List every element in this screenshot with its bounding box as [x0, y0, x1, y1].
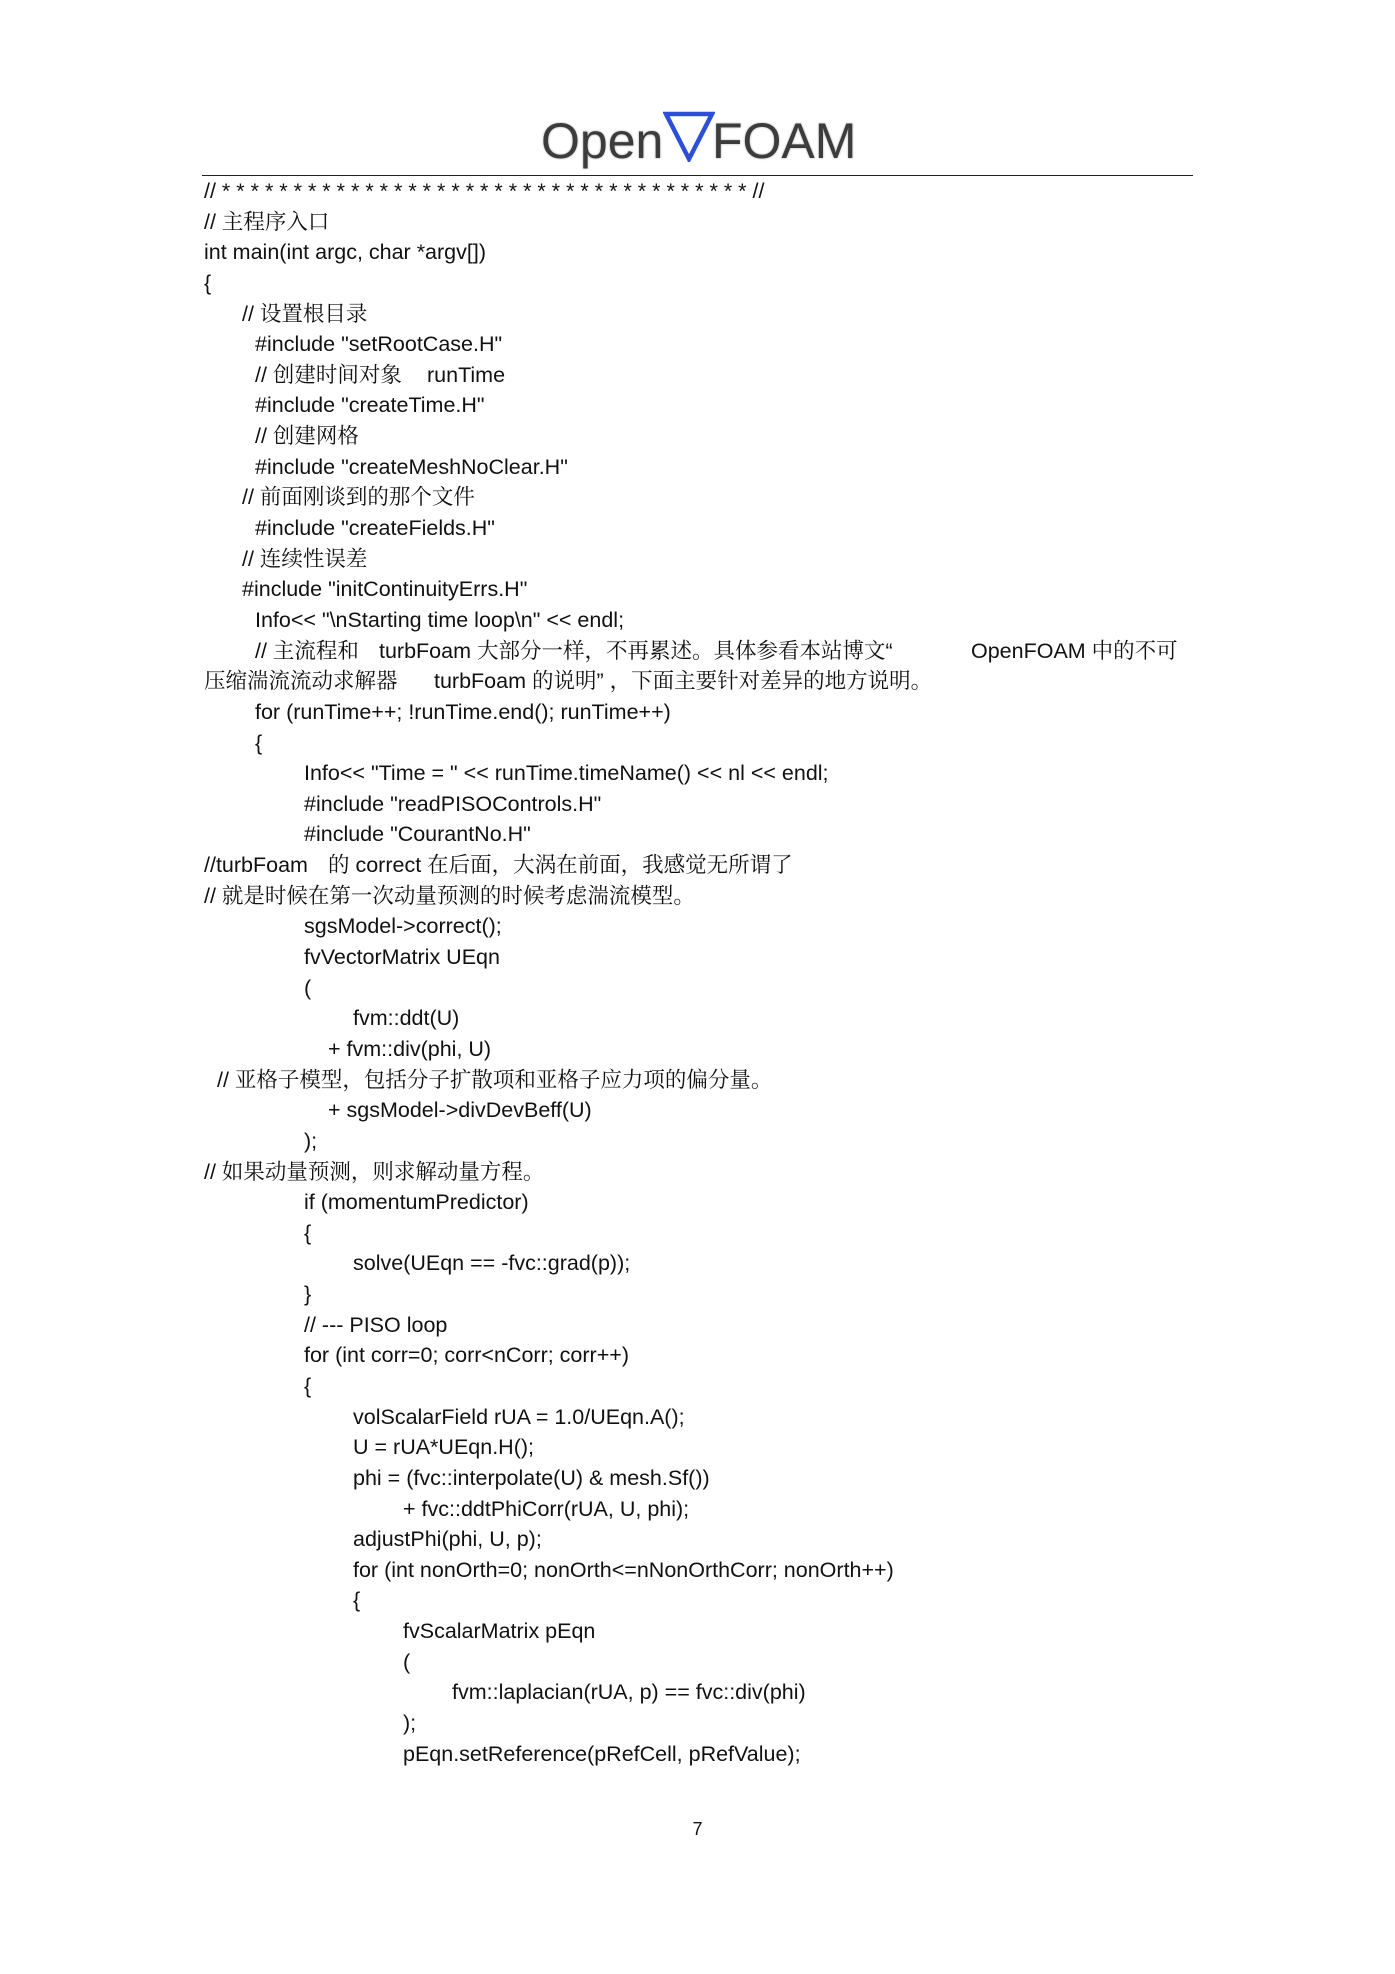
code-line	[0, 544, 1395, 575]
code-line	[0, 482, 1395, 513]
code-segment: turbFoam 的说明” ，下面主要针对差异的地方说明。	[434, 669, 933, 694]
code-line	[0, 1371, 1395, 1402]
code-line	[0, 1095, 1395, 1126]
code-line	[0, 1157, 1395, 1188]
code-segment: 压缩湍流流动求解器	[204, 669, 398, 694]
code-line	[0, 1034, 1395, 1065]
code-segment: fvm::laplacian(rUA, p) == fvc::div(phi)	[452, 1680, 806, 1705]
code-segment: pEqn.setReference(pRefCell, pRefValue);	[403, 1741, 801, 1766]
code-line	[0, 1739, 1395, 1770]
code-segment: // 设置根目录	[242, 301, 368, 326]
code-segment: + fvm::div(phi, U)	[328, 1036, 492, 1061]
code-segment: sgsModel->correct();	[304, 914, 502, 939]
code-segment: #include "readPISOControls.H"	[304, 791, 602, 816]
code-line	[0, 850, 1395, 881]
code-line	[0, 1524, 1395, 1555]
code-segment: // 创建时间对象	[255, 362, 402, 387]
code-segment: 的 correct 在后面，大涡在前面，我感觉无所谓了	[328, 853, 793, 878]
code-line	[0, 1065, 1395, 1096]
code-listing	[0, 176, 1395, 1769]
code-segment: phi = (fvc::interpolate(U) & mesh.Sf())	[353, 1465, 710, 1490]
code-line	[0, 1402, 1395, 1433]
code-segment: // --- PISO loop	[304, 1312, 448, 1337]
code-line	[0, 268, 1395, 299]
code-segment: turbFoam 大部分一样，不再累述。具体参看本站博文“	[379, 638, 893, 663]
code-line	[0, 1494, 1395, 1525]
code-segment: U = rUA*UEqn.H();	[353, 1435, 534, 1460]
code-segment: // 创建网格	[255, 424, 359, 449]
code-segment: // 主程序入口	[204, 209, 330, 234]
code-line	[0, 697, 1395, 728]
code-line	[0, 1555, 1395, 1586]
code-line	[0, 1616, 1395, 1647]
code-segment: volScalarField rUA = 1.0/UEqn.A();	[353, 1404, 685, 1429]
code-line	[0, 942, 1395, 973]
code-line	[0, 329, 1395, 360]
code-segment: for (runTime++; !runTime.end(); runTime++)	[255, 699, 671, 724]
logo-text-foam: FOAM	[712, 113, 857, 169]
code-line	[0, 881, 1395, 912]
code-line	[0, 1647, 1395, 1678]
code-segment: // 就是时候在第一次动量预测的时候考虑湍流模型。	[204, 883, 695, 908]
code-segment: //turbFoam	[204, 853, 308, 878]
code-segment: {	[204, 270, 212, 295]
code-segment: + sgsModel->divDevBeff(U)	[328, 1098, 592, 1123]
code-line	[0, 1126, 1395, 1157]
code-segment: );	[403, 1711, 417, 1736]
code-segment: runTime	[427, 362, 506, 387]
code-line	[0, 728, 1395, 759]
nabla-triangle	[666, 114, 712, 159]
code-line	[0, 973, 1395, 1004]
code-segment: int main(int argc, char *argv[])	[204, 240, 486, 265]
code-line	[0, 1003, 1395, 1034]
code-segment: // * * * * * * * * * * * * * * * * * * * * * * * * * * * * * * * * * * * * * //	[204, 179, 765, 203]
code-segment: (	[403, 1649, 411, 1674]
code-segment: fvScalarMatrix pEqn	[403, 1619, 596, 1644]
code-line	[0, 360, 1395, 391]
code-line	[0, 1340, 1395, 1371]
code-segment: if (momentumPredictor)	[304, 1190, 529, 1215]
code-line	[0, 1677, 1395, 1708]
code-segment: {	[304, 1220, 312, 1245]
code-segment: Info<< "\nStarting time loop\n" << endl;	[255, 607, 625, 632]
code-segment: fvm::ddt(U)	[353, 1006, 460, 1031]
code-line	[0, 1310, 1395, 1341]
code-segment: {	[353, 1588, 361, 1613]
code-line	[0, 1585, 1395, 1616]
code-segment: fvVectorMatrix UEqn	[304, 945, 500, 970]
code-segment: + fvc::ddtPhiCorr(rUA, U, phi);	[403, 1496, 690, 1521]
code-line	[0, 1432, 1395, 1463]
code-line	[0, 574, 1395, 605]
code-line	[0, 789, 1395, 820]
code-line	[0, 207, 1395, 238]
code-segment: }	[304, 1282, 312, 1307]
code-segment: Info<< "Time = " << runTime.timeName() << nl << endl;	[304, 761, 829, 786]
code-line	[0, 390, 1395, 421]
code-segment: #include "createMeshNoClear.H"	[255, 454, 568, 479]
code-segment: adjustPhi(phi, U, p);	[353, 1527, 542, 1552]
code-line	[0, 237, 1395, 268]
code-line	[0, 1248, 1395, 1279]
code-line	[0, 1279, 1395, 1310]
code-segment: #include "initContinuityErrs.H"	[242, 577, 528, 602]
code-segment: // 主流程和	[255, 638, 359, 663]
code-line	[0, 1463, 1395, 1494]
code-segment: #include "CourantNo.H"	[304, 822, 531, 847]
nabla-icon	[663, 110, 715, 162]
code-segment: solve(UEqn == -fvc::grad(p));	[353, 1251, 631, 1276]
code-line	[0, 176, 1395, 207]
code-segment: // 亚格子模型，包括分子扩散项和亚格子应力项的偏分量。	[217, 1067, 773, 1092]
code-segment: {	[255, 730, 263, 755]
code-line	[0, 421, 1395, 452]
code-segment: (	[304, 975, 312, 1000]
code-segment: );	[304, 1128, 318, 1153]
code-segment: // 如果动量预测，则求解动量方程。	[204, 1159, 545, 1184]
code-segment: for (int nonOrth=0; nonOrth<=nNonOrthCorr; nonOrth++)	[353, 1557, 894, 1582]
code-line	[0, 299, 1395, 330]
code-line	[0, 452, 1395, 483]
logo-text-open: Open	[541, 113, 664, 169]
code-line	[0, 819, 1395, 850]
code-segment: OpenFOAM 中的不可	[971, 638, 1178, 663]
code-segment: for (int corr=0; corr<nCorr; corr++)	[304, 1343, 629, 1368]
code-segment: #include "setRootCase.H"	[255, 332, 503, 357]
code-segment: // 连续性误差	[242, 546, 368, 571]
code-segment: {	[304, 1373, 312, 1398]
code-segment: #include "createFields.H"	[255, 516, 495, 541]
code-line	[0, 1708, 1395, 1739]
code-segment: // 前面刚谈到的那个文件	[242, 485, 475, 510]
code-line	[0, 513, 1395, 544]
code-line	[0, 1218, 1395, 1249]
code-line	[0, 758, 1395, 789]
code-line	[0, 605, 1395, 636]
code-line	[0, 911, 1395, 942]
code-line	[0, 1187, 1395, 1218]
code-segment: #include "createTime.H"	[255, 393, 485, 418]
code-line	[0, 666, 1395, 697]
code-line	[0, 636, 1395, 667]
page-number: 7	[692, 1819, 703, 1839]
